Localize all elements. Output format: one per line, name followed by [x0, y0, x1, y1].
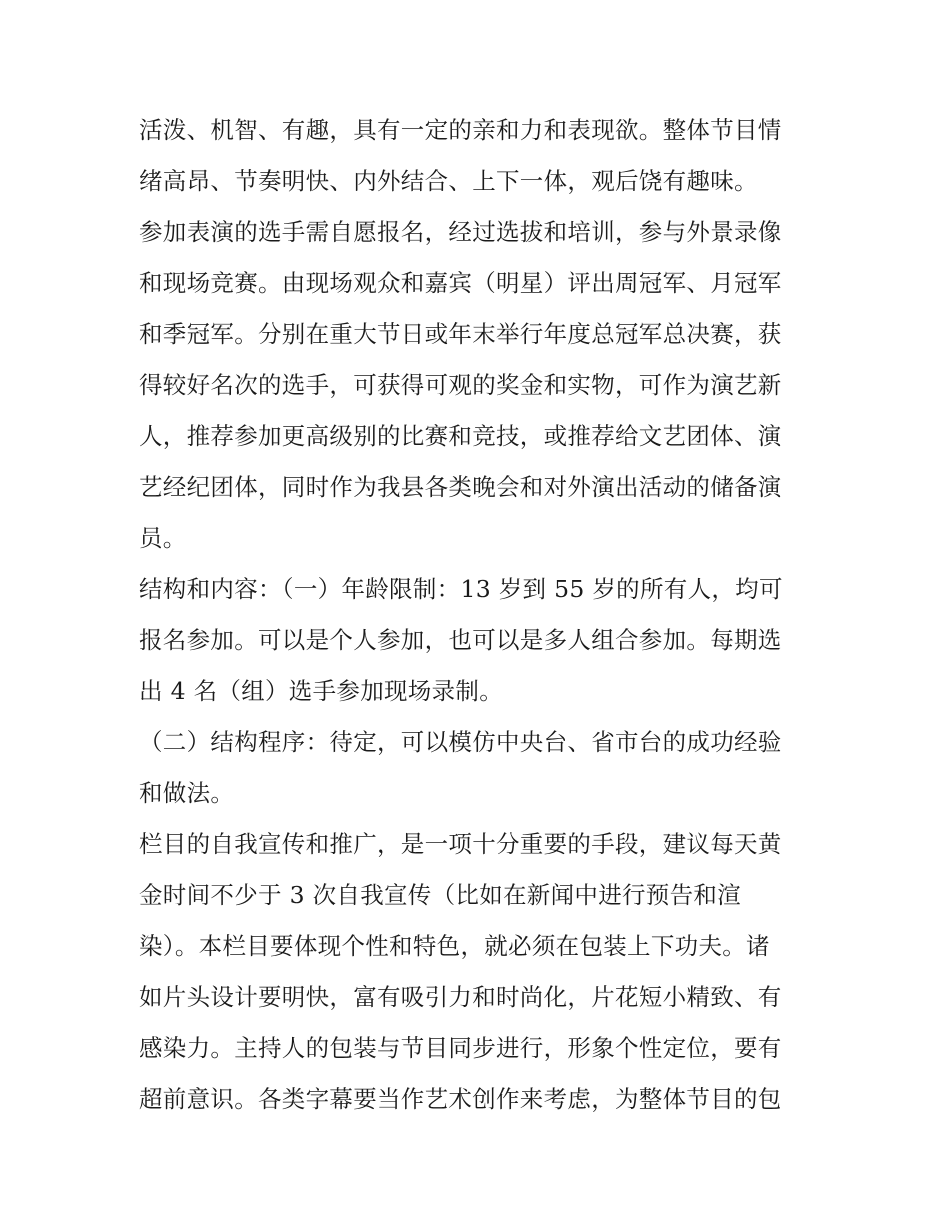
text-line: 和做法。	[139, 779, 235, 807]
text-line: 感染力。主持人的包装与节目同步进行，形象个性定位，要有	[139, 1034, 782, 1062]
text-line: 金时间不少于 3 次自我宣传（比如在新闻中进行预告和渲	[139, 881, 741, 909]
text-line: 染）。本栏目要体现个性和特色，就必须在包装上下功夫。诸	[139, 932, 770, 960]
text-line: 参加表演的选手需自愿报名，经过选拔和培训，参与外景录像	[139, 218, 782, 246]
text-line: 活泼、机智、有趣，具有一定的亲和力和表现欲。整体节目情	[139, 116, 782, 144]
text-line: 员。	[139, 524, 187, 552]
text-line: 得较好名次的选手，可获得可观的奖金和实物，可作为演艺新	[139, 371, 782, 399]
text-line: 报名参加。可以是个人参加，也可以是多人组合参加。每期选	[139, 626, 782, 654]
text-line: 栏目的自我宣传和推广，是一项十分重要的手段，建议每天黄	[139, 830, 782, 858]
text-line: 和现场竞赛。由现场观众和嘉宾（明星）评出周冠军、月冠军	[139, 269, 782, 297]
text-line: 艺经纪团体，同时作为我县各类晚会和对外演出活动的储备演	[139, 473, 782, 501]
text-line: 结构和内容：（一）年龄限制：13 岁到 55 岁的所有人，均可	[139, 575, 783, 603]
text-line: 和季冠军。分别在重大节日或年末举行年度总冠军总决赛，获	[139, 320, 782, 348]
text-line: 超前意识。各类字幕要当作艺术创作来考虑，为整体节目的包	[139, 1085, 782, 1113]
text-line: 人，推荐参加更高级别的比赛和竞技，或推荐给文艺团体、演	[139, 422, 782, 450]
text-line: 如片头设计要明快，富有吸引力和时尚化，片花短小精致、有	[139, 983, 782, 1011]
body-text	[139, 105, 819, 1125]
text-line: （二）结构程序：待定，可以模仿中央台、省市台的成功经验	[139, 728, 782, 756]
text-line: 出 4 名（组）选手参加现场录制。	[139, 677, 503, 705]
text-line: 绪高昂、节奏明快、内外结合、上下一体，观后饶有趣味。	[139, 167, 758, 195]
